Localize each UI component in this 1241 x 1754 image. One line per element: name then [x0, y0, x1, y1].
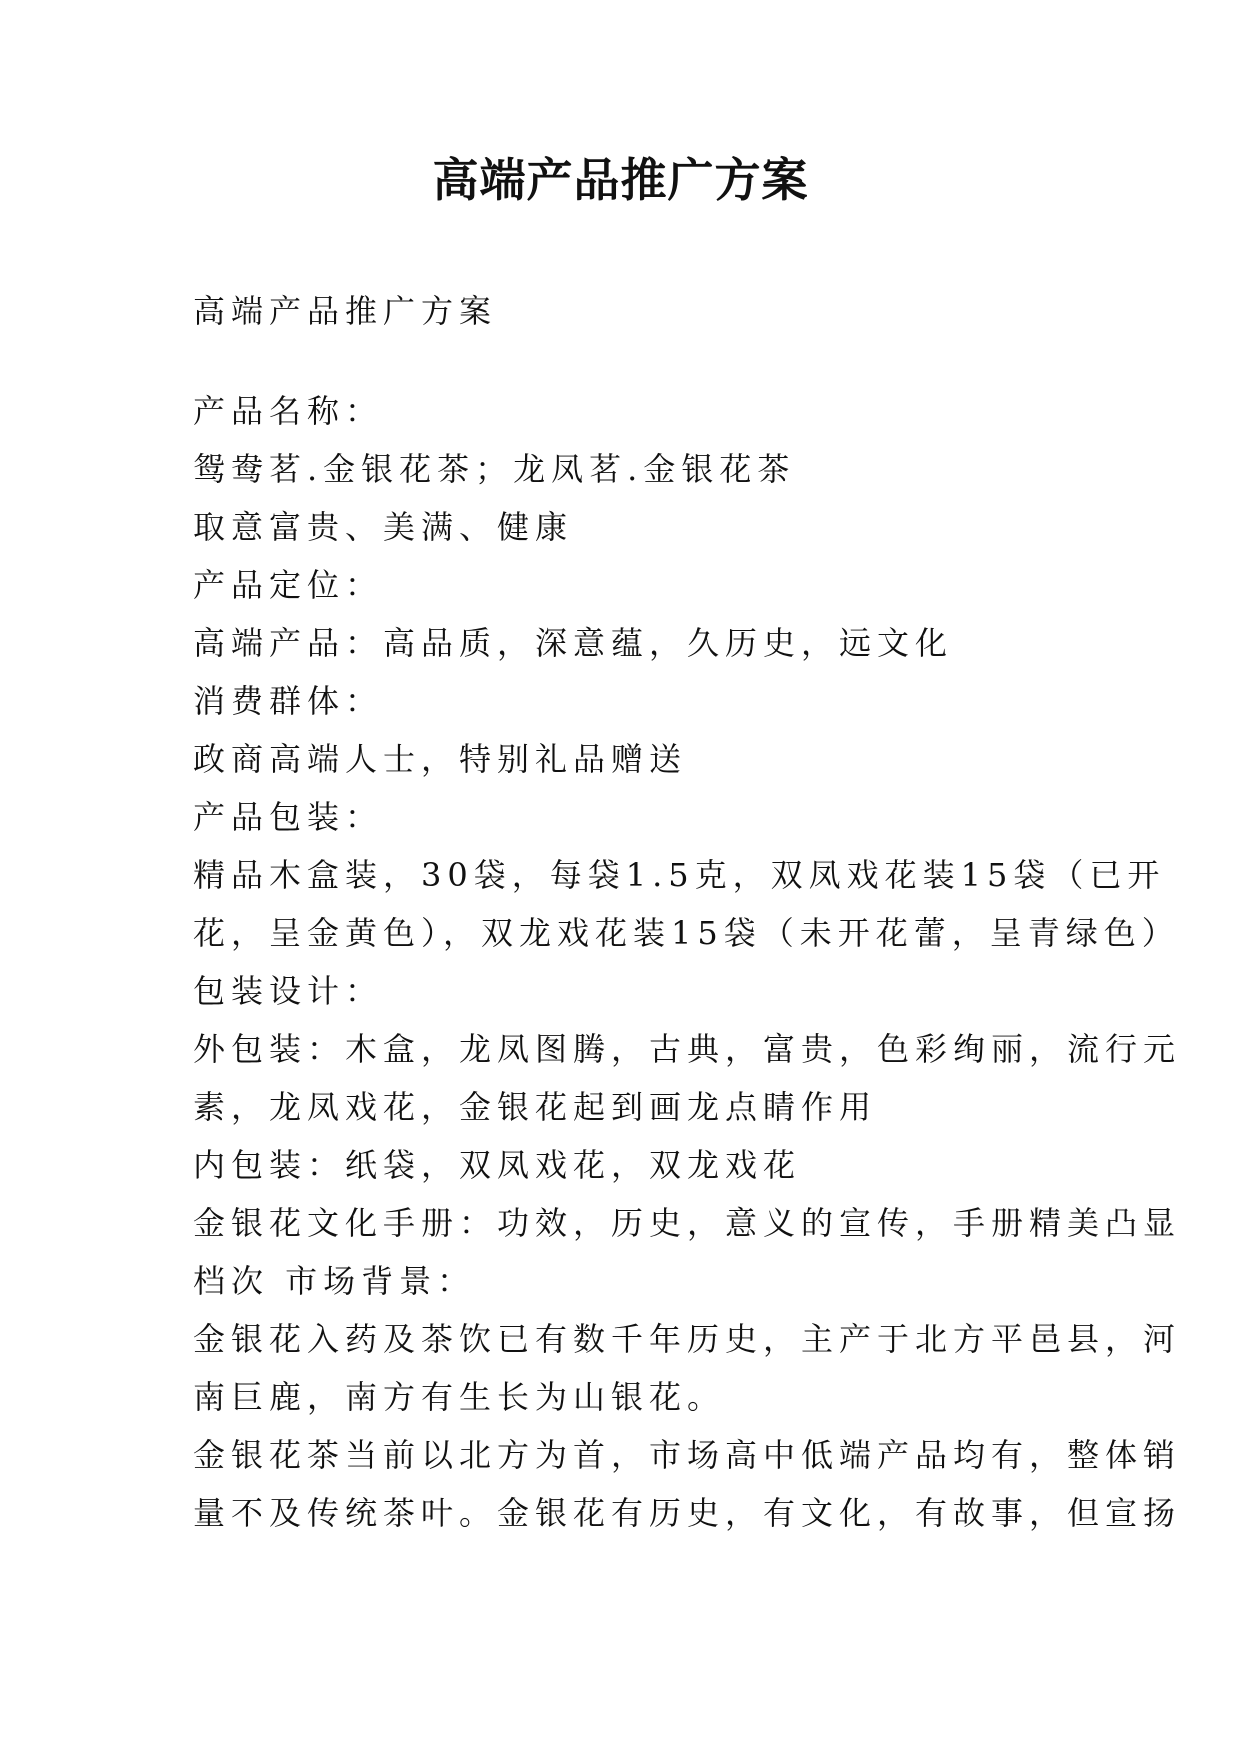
paragraph-line: 金银花茶当前以北方为首，市场高中低端产品均有，整体销	[193, 1436, 1182, 1474]
paragraph-line: 高端产品推广方案	[193, 292, 498, 330]
paragraph-line: 包装设计：	[193, 972, 384, 1010]
paragraph-line: 消费群体：	[193, 682, 384, 720]
page-title: 高端产品推广方案	[432, 153, 809, 207]
paragraph-line: 高端产品：高品质，深意蕴，久历史，远文化	[193, 624, 954, 662]
paragraph-line: 鸳鸯茗.金银花茶；龙凤茗.金银花茶	[193, 450, 796, 488]
paragraph-line: 外包装：木盒，龙凤图腾，古典，富贵，色彩绚丽，流行元	[193, 1030, 1182, 1068]
paragraph-line: 金银花文化手册：功效，历史，意义的宣传，手册精美凸显	[193, 1204, 1182, 1242]
paragraph-line: 素，龙凤戏花，金银花起到画龙点睛作用	[193, 1088, 878, 1126]
paragraph-line: 取意富贵、美满、健康	[193, 508, 574, 546]
paragraph-line: 花，呈金黄色），双龙戏花装15袋（未开花蕾，呈青绿色）	[193, 914, 1180, 952]
paragraph-line: 政商高端人士，特别礼品赠送	[193, 740, 688, 778]
paragraph-line: 产品定位：	[193, 566, 384, 604]
paragraph-line: 精品木盒装，30袋，每袋1.5克，双凤戏花装15袋（已开	[193, 856, 1166, 894]
paragraph-line: 南巨鹿，南方有生长为山银花。	[193, 1378, 726, 1416]
paragraph-line: 产品包装：	[193, 798, 384, 836]
paragraph-line: 产品名称：	[193, 392, 384, 430]
paragraph-line: 内包装：纸袋，双凤戏花，双龙戏花	[193, 1146, 802, 1184]
paragraph-line: 金银花入药及茶饮已有数千年历史，主产于北方平邑县，河	[193, 1320, 1182, 1358]
paragraph-line: 量不及传统茶叶。金银花有历史，有文化，有故事，但宣扬	[193, 1494, 1182, 1532]
paragraph-line: 档次 市场背景：	[193, 1262, 476, 1300]
